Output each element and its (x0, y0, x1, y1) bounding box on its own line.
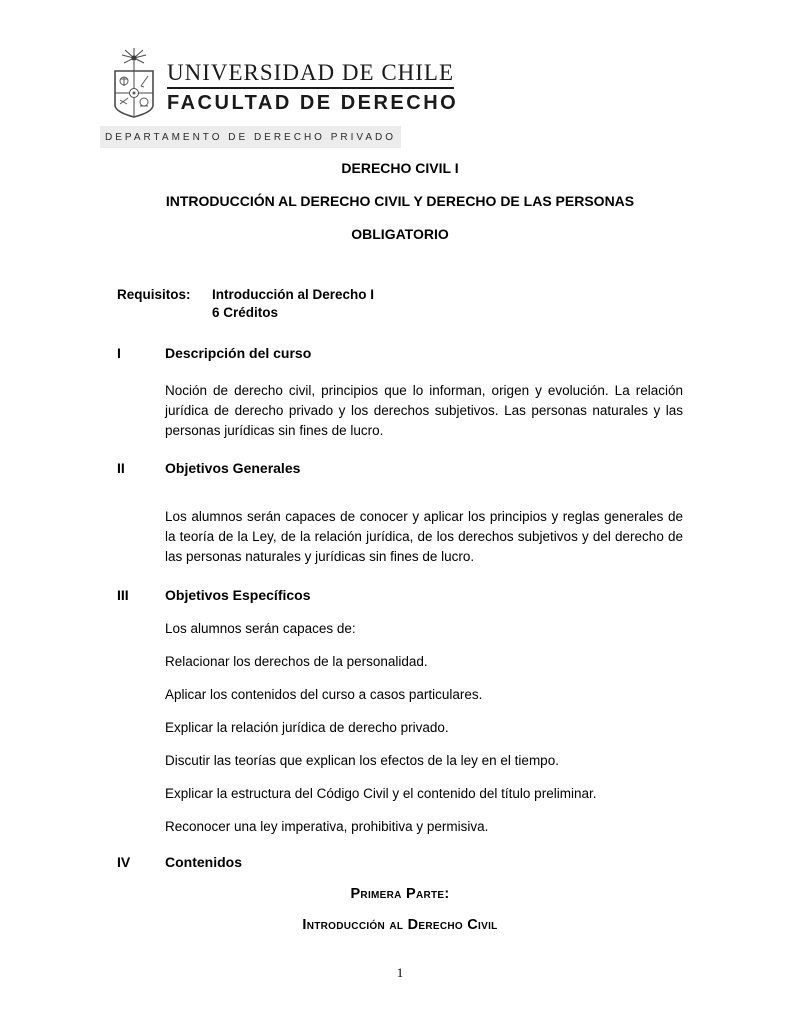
objective-item: Explicar la estructura del Código Civil y el contenido del título preliminar. (165, 786, 597, 801)
course-title: DERECHO CIVIL I (341, 160, 459, 176)
objective-item: Relacionar los derechos de la personalidad. (165, 654, 428, 669)
requisites-credits: 6 Créditos (212, 305, 279, 320)
section-heading: Descripción del curso (165, 345, 312, 361)
section-objetivos-especificos (117, 587, 683, 837)
university-logo (108, 48, 800, 120)
part-subheading: Introducción al Derecho Civil (302, 917, 498, 933)
requisites-course: Introducción al Derecho I (212, 287, 375, 302)
university-name: UNIVERSIDAD DE CHILE (167, 60, 454, 89)
section-descripcion (117, 345, 683, 441)
section-numeral: II (117, 460, 125, 476)
section-body-text: Los alumnos serán capaces de conocer y aplicar los principios y reglas generales de la teoría de la Ley, de la relación jurídica, de los derechos subjetivos y del derecho de las personas naturales y jurídicas sin fines de lucro. (165, 509, 683, 564)
section-heading: Objetivos Generales (165, 460, 301, 476)
section-heading-row (117, 460, 683, 476)
section-numeral: IV (117, 854, 131, 870)
section-heading-row (117, 587, 683, 603)
requisites-value (212, 286, 374, 322)
objectives-intro: Los alumnos serán capaces de: (165, 621, 356, 636)
section-numeral: I (117, 345, 121, 361)
course-type: OBLIGATORIO (351, 226, 449, 242)
section-heading: Objetivos Específicos (165, 587, 311, 603)
university-coat-of-arms-icon (108, 48, 160, 120)
objective-item: Discutir las teorías que explican los efectos de la ley en el tiempo. (165, 753, 559, 768)
objective-item: Aplicar los contenidos del curso a casos particulares. (165, 687, 483, 702)
title-block (0, 160, 800, 242)
section-objetivos-generales (117, 460, 683, 567)
course-subtitle: INTRODUCCIÓN AL DERECHO CIVIL Y DERECHO DE LAS PERSONAS (165, 193, 635, 209)
objective-item: Explicar la relación jurídica de derecho privado. (165, 720, 449, 735)
section-heading: Contenidos (165, 854, 242, 870)
requisites-label: Requisitos: (117, 287, 191, 302)
section-body-text: Noción de derecho civil, principios que lo informan, origen y evolución. La relación jurídica de derecho privado y los derechos subjetivos. Las personas naturales y las personas jurídicas sin fines de lucro. (165, 383, 683, 438)
requisites-block (117, 286, 800, 322)
page-number: 1 (396, 965, 404, 980)
faculty-name: FACULTAD DE DERECHO (167, 92, 459, 114)
institution-names (167, 48, 458, 115)
objective-item: Reconocer una ley imperativa, prohibitiva y permisiva. (165, 819, 489, 834)
part-heading: Primera Parte: (350, 886, 450, 902)
section-numeral: III (117, 587, 129, 603)
section-heading-row (117, 854, 683, 870)
section-contenidos (117, 854, 683, 870)
department-banner: DEPARTAMENTO DE DERECHO PRIVADO (100, 126, 401, 148)
document-header (108, 0, 800, 120)
section-heading-row (117, 345, 683, 361)
